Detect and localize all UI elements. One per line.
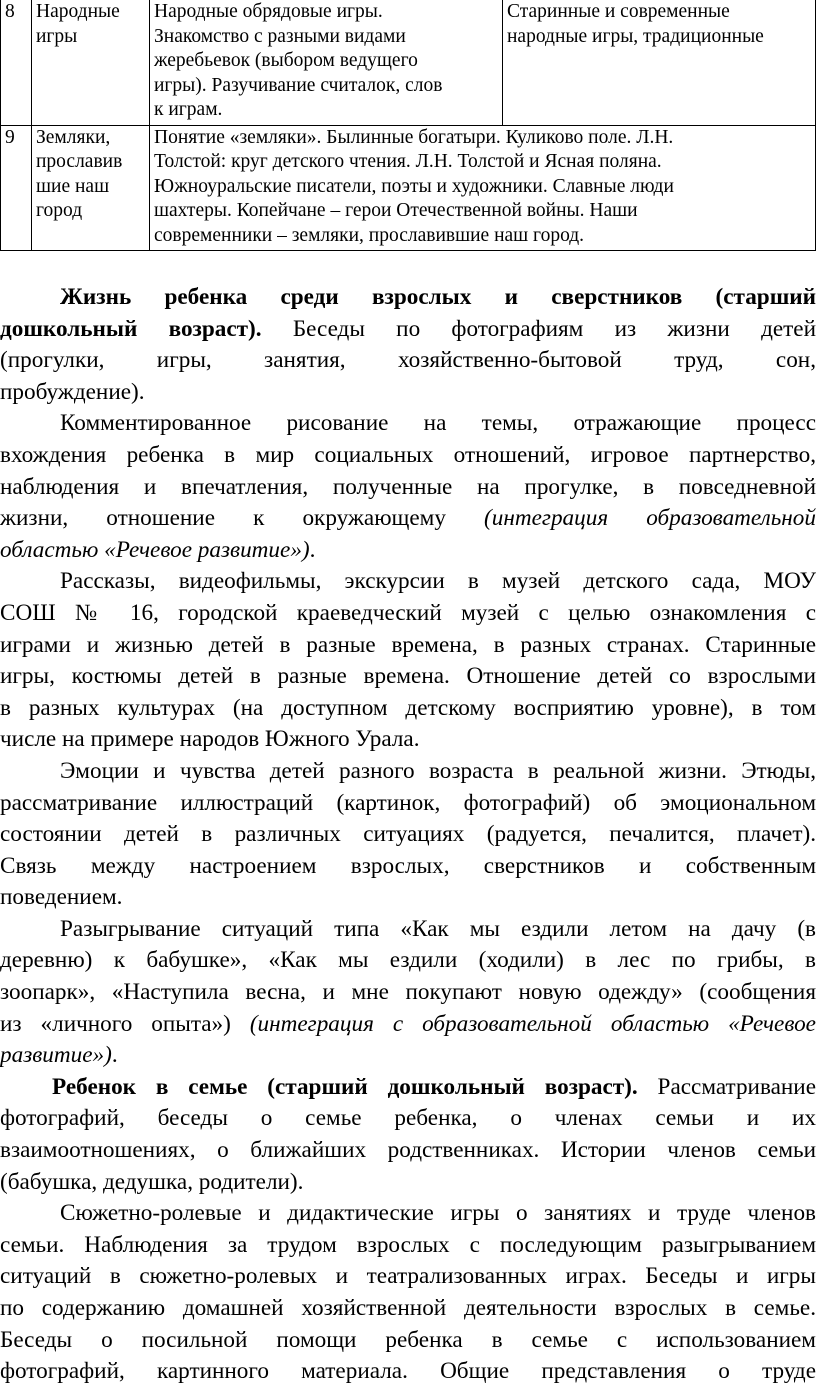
paragraph-situations: Разыгрывание ситуаций типа «Как мы ездили летом на дачу (в деревню) к бабушке», «Как мы ездили (ходили) в лес по грибы, в зоопарк», «Наступила весна, и мне покупают новую одежду» (сообщения из «личного опыта») (интеграция с образовательной областью «Речевое развитие»). (0, 915, 816, 1069)
row-number: 9 (1, 125, 32, 251)
paragraph-children-life: Жизнь ребенка среди взрослых и сверстников (старший дошкольный возраст). Беседы по фотографиям из жизни детей (прогулки, игры, занятия, хозяйственно-бытовой труд, сон, пробуждение). (0, 284, 816, 405)
paragraph-family: Ребенок в семье (старший дошкольный возраст). Рассматривание фотографий, беседы о семье ребенка, о членах семьи и их взаимоотношениях, о ближайших родственниках. Истории членов семьи (бабушка, дедушка, родители). (0, 1073, 816, 1195)
row-content: Понятие «земляки». Былинные богатыри. Куликово поле. Л.Н. Толстой: круг детского чтения. Л.Н. Толстой и Ясная поляна. Южноуральские писатели, поэты и художники. Славные люди шахтеры. Копейчане – герои Отечественной войны. Наши современники – земляки, прославившие наш город. (150, 125, 816, 251)
body-text (0, 282, 816, 1388)
table-row (1, 125, 816, 251)
row-extra: Старинные и современные народные игры, традиционные (503, 0, 816, 125)
row-topic: Народные игры (32, 0, 150, 125)
row-topic: Земляки, прославив шие наш город (32, 125, 150, 251)
curriculum-table (0, 0, 816, 251)
paragraph-drawing: Комментированное рисование на темы, отражающие процесс вхождения ребенка в мир социальных отношений, игровое партнерство, наблюдения и впечатления, полученные на прогулке, в повседневной жизни, отношение к окружающему (интеграция образовательной областью «Речевое развитие»). (0, 410, 816, 563)
paragraph-emotions: Эмоции и чувства детей разного возраста в реальной жизни. Этюды, рассматривание иллюстраций (картинок, фотографий) об эмоциональном состоянии детей в различных ситуациях (радуется, печалится, плачет). Связь между настроением взрослых, сверстников и собственным поведением. (0, 757, 816, 911)
paragraph-stories: Рассказы, видеофильмы, экскурсии в музей детского сада, МОУ СОШ № 16, городской краеведческий музей с целью ознакомления с играми и жизнью детей в разные времена, в разных странах. Старинные игры, костюмы детей в разные времена. Отношение детей со взрослыми в разных культурах (на доступном детскому восприятию уровне), в том числе на примере народов Южного Урала. (0, 568, 816, 753)
row-number: 8 (1, 0, 32, 125)
paragraph-role-games: Сюжетно-ролевые и дидактические игры о занятиях и труде членов семьи. Наблюдения за трудом взрослых с последующим разыгрыванием ситуаций в сюжетно-ролевых и театрализованных играх. Беседы и игры по содержанию домашней хозяйственной деятельности взрослых в семье. Беседы о посильной помощи ребенка в семье с использованием фотографий, картинного материала. Общие представления о труде (0, 1200, 816, 1385)
row-content: Народные обрядовые игры. Знакомство с разными видами жеребьевок (выбором ведущего игры). Разучивание считалок, слов к играм. (150, 0, 503, 125)
table-row (1, 0, 816, 125)
